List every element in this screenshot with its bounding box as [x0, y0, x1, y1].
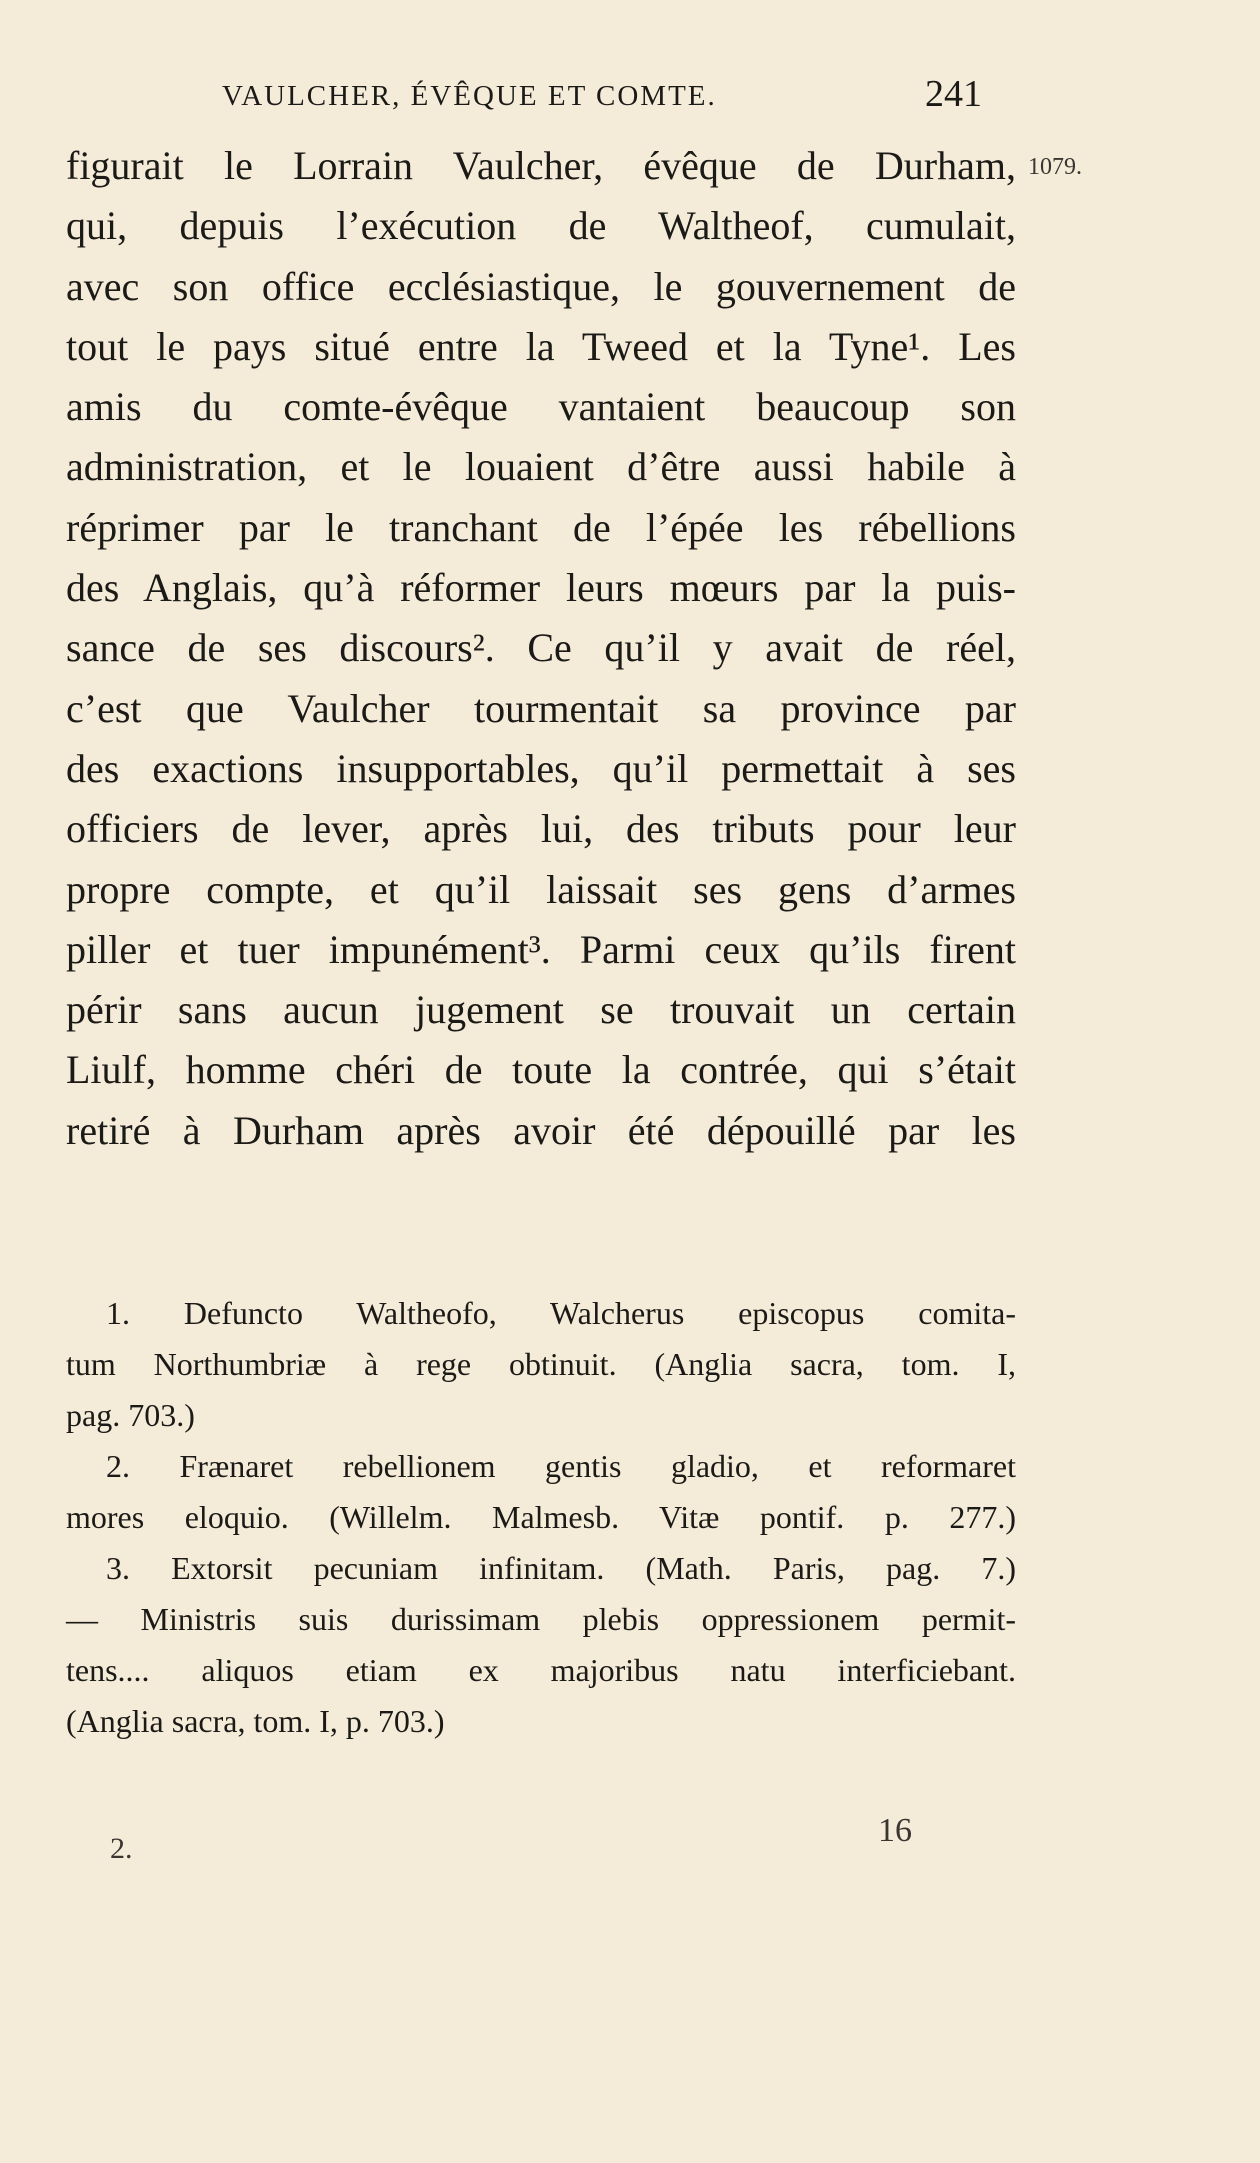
body-line: administration, et le louaient d’être aussi habile à [66, 444, 1016, 490]
margin-date: 1079. [1028, 154, 1082, 180]
body-line: officiers de lever, après lui, des tributs pour leur [66, 806, 1016, 852]
body-line: propre compte, et qu’il laissait ses gens d’armes [66, 866, 1016, 912]
signature-mark: 2. [110, 1832, 133, 1865]
footnote-line: mores eloquio. (Willelm. Malmesb. Vitæ pontif. p. 277.) [66, 1499, 1016, 1535]
gathering-number: 16 [878, 1812, 912, 1849]
body-line: figurait le Lorrain Vaulcher, évêque de Durham, [66, 143, 1016, 188]
body-line: des exactions insupportables, qu’il permettait à ses [66, 745, 1016, 791]
body-line: qui, depuis l’exécution de Waltheof, cumulait, [66, 203, 1016, 249]
body-line: retiré à Durham après avoir été dépouillé par les [66, 1107, 1016, 1153]
footnote-line: pag. 703.) [66, 1397, 195, 1433]
footnote-line: — Ministris suis durissimam plebis oppressionem permit- [66, 1601, 1016, 1637]
body-line: réprimer par le tranchant de l’épée les rébellions [66, 504, 1016, 550]
footnote-line: 2. Frænaret rebellionem gentis gladio, et reformaret [106, 1448, 1016, 1484]
body-line: tout le pays situé entre la Tweed et la Tyne¹. Les [66, 323, 1016, 369]
footnote-line: (Anglia sacra, tom. I, p. 703.) [66, 1703, 445, 1739]
body-line: sance de ses discours². Ce qu’il y avait de réel, [66, 625, 1016, 671]
page-number: 241 [925, 73, 982, 115]
body-line: Liulf, homme chéri de toute la contrée, qui s’était [66, 1047, 1016, 1093]
body-line: amis du comte-évêque vantaient beaucoup son [66, 384, 1016, 430]
running-head: VAULCHER, ÉVÊQUE ET COMTE. [222, 80, 717, 112]
footnote-line: tum Northumbriæ à rege obtinuit. (Anglia sacra, tom. I, [66, 1346, 1016, 1382]
body-text [66, 136, 1016, 1161]
body-line: des Anglais, qu’à réformer leurs mœurs par la puis- [66, 565, 1016, 611]
footnote-line: tens.... aliquos etiam ex majoribus natu interficiebant. [66, 1652, 1016, 1688]
body-line: piller et tuer impunément³. Parmi ceux qu’ils firent [66, 926, 1016, 972]
body-line: avec son office ecclésiastique, le gouvernement de [66, 263, 1016, 309]
footnote-line: 3. Extorsit pecuniam infinitam. (Math. Paris, pag. 7.) [106, 1550, 1016, 1586]
footnote-line: 1. Defuncto Waltheofo, Walcherus episcopus comita- [106, 1295, 1016, 1331]
body-line: c’est que Vaulcher tourmentait sa province par [66, 685, 1016, 731]
body-line: périr sans aucun jugement se trouvait un certain [66, 987, 1016, 1033]
footnotes [66, 1288, 1016, 1747]
